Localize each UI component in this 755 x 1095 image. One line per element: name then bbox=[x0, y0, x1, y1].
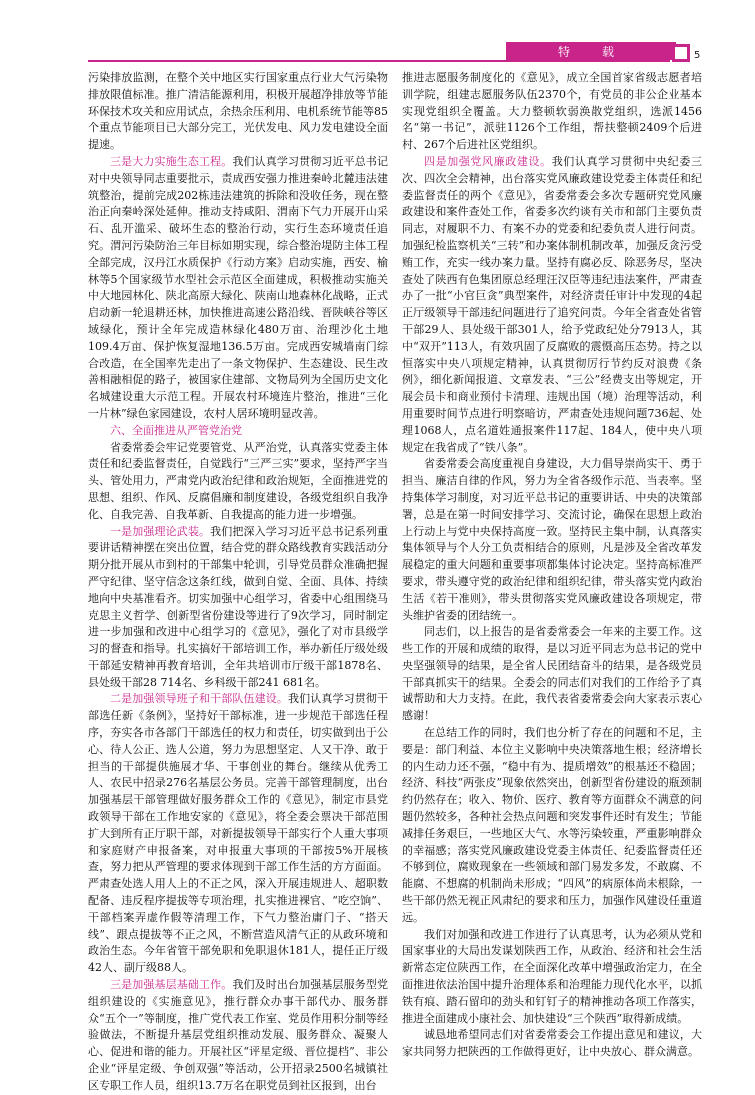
section-label: 特 载 bbox=[557, 44, 624, 59]
paragraph: 省委常委会高度重视自身建设，大力倡导崇尚实干、勇于担当、廉洁自律的作风，努力为全省各级作示范、当表率。坚持集体学习制度，对习近平总书记的重要讲话、中央的决策部署，总是在第一时间安排学习、交流讨论，确保在思想上政治上行动上与党中央保持高度一致。坚持民主集中制，认真落实集体领导与个人分工负责相结合的原则，凡是涉及全省改革发展稳定的重大问题和重要事项都集体讨论决定。坚持高标准严要求，带头遵守党的政治纪律和组织纪律，带头落实党内政治生活《若干准则》，带头贯彻落实党风廉政建设各项规定，带头维护省委的团结统一。 bbox=[402, 457, 702, 622]
paragraph: 在总结工作的同时，我们也分析了存在的问题和不足，主要是：部门利益、本位主义影响中央决策落地生根；经济增长的内生动力还不强，“稳中有为、提质增效”的根基还不稳固；经济、科技“两张皮”现象依然突出，创新型省份建设的瓶颈制约仍然存在；收入、物价、医疗、教育等方面群众不满意的问题仍然较多，各种社会热点问题和突发事件还时有发生；节能减排任务艰巨，一些地区大气、水等污染较重，严重影响群众的幸福感；落实党风廉政建设党委主体责任、纪委监督责任还不够到位，腐败现象在一些领域和部门易发多发，不敢腐、不能腐、不想腐的机制尚未形成；“四风”的病原体尚未根除，一些干部仍然无视正风肃纪的要求和压力，加强作风建设任重道远。 bbox=[402, 726, 702, 924]
paragraph: 污染排放监测，在整个关中地区实行国家重点行业大气污染物排放限值标准。推广清洁能源利用，积极开展超净排放等节能环保技术攻关和应用试点，余热余压利用、电机系统节能等85个重点节能项目已大部分完工，光伏发电、风力发电建设全面提速。 bbox=[88, 71, 388, 152]
paragraph: 推进志愿服务制度化的《意见》，成立全国首家省级志愿者培训学院，组建志愿服务队伍2370个，有党员的非公企业基本实现党组织全覆盖。大力整顿软弱涣散党组织，选派1456名“第一书记”，派驻1126个工作组，帮扶整顿2409个后进村、267个后进社区党组织。 bbox=[402, 71, 702, 152]
paragraph: 我们对加强和改进工作进行了认真思考，认为必须从党和国家事业的大局出发谋划陕西工作，从政治、经济和社会生活新常态定位陕西工作，在全面深化改革中增强政治定力，在全面推进依法治国中提升治理体系和治理能力现代化水平，以抓铁有痕、踏石留印的劲头和钉钉子的精神推动各项工作落实，推进全面建成小康社会、加快建设“三个陕西”取得新成绩。 bbox=[402, 927, 702, 1025]
section-title: 六、全面推进从严管党治党 bbox=[110, 423, 242, 437]
paragraph-lead: 三是加强基层基础工作。 bbox=[110, 978, 233, 992]
paragraph-text: 我们及时出台加强基层服务型党组织建设的《实施意见》，推行群众办事干部代办、服务群众“五个一”等制度，推广党代表工作室、党员作用积分制等经验做法，不断提升基层党组织推动发展、服务群众、凝聚人心、促进和谐的能力。开展社区“评星定级、晋位提档”、非公企业“评星定级、争创双强”等活动，公开招录2500名城镇社区专职工作人员，组织13.7万名在职党员到社区报到，出台 bbox=[88, 978, 388, 1092]
article-body bbox=[88, 70, 703, 1092]
paragraph bbox=[88, 524, 388, 692]
right-column bbox=[402, 70, 703, 1059]
page-header bbox=[0, 0, 755, 72]
paragraph-lead: 一是加强理论武装。 bbox=[110, 524, 211, 538]
paragraph: 同志们，以上报告的是省委常委会一年来的主要工作。这些工作的开展和成绩的取得，是以习近平同志为总书记的党中央坚强领导的结果，是全省人民团结奋斗的结果，是各级党员干部真抓实干的结果。全委会的同志们对我们的工作给予了真诚帮助和大力支持。在此，我代表省委常委会向大家表示衷心感谢！ bbox=[402, 625, 702, 723]
header-rule bbox=[88, 60, 670, 62]
paragraph: 省委常委会牢记党要管党、从严治党，认真落实党委主体责任和纪委监督责任，自觉践行“三严三实”要求，坚持严字当头、管处用力，严肃党内政治纪律和政治规矩，全面推进党的思想、组织、作风、反腐倡廉和制度建设，各级党组织自我净化、自我完善、自我革新、自我提高的能力进一步增强。 bbox=[88, 440, 388, 521]
paragraph-lead: 四是加强党风廉政建设。 bbox=[424, 154, 552, 168]
paragraph bbox=[88, 977, 388, 1095]
paragraph-text: 我们把深入学习习近平总书记系列重要讲话精神摆在突出位置，结合党的群众路线教育实践活动分期分批开展从市到村的干部集中轮训，引导党员群众准确把握严守纪律、坚守信念这条红线，做到自觉、全面、具体、持续地向中央基准看齐。切实加强中心组学习，省委中心组围绕马克思主义哲学、创新型省份建设等进行了9次学习，同时制定进一步加强和改进中心组学习的《意见》，强化了对市县级学习的督查和指导。扎实搞好干部培训工作，举办新任厅级处级干部延安精神再教育培训，全年共培训市厅级干部1878名、县处级干部28 714名、乡科级干部241 681名。 bbox=[88, 524, 388, 689]
paragraph-text: 我们认真学习贯彻中央纪委三次、四次全会精神，出台落实党风廉政建设党委主体责任和纪委监督责任的两个《意见》，省委常委会多次专题研究党风廉政建设和案件查处工作，省委多次约谈有关市和部门主要负责同志，对履职不力、有案不办的党委和纪委负责人进行问责。加强纪检监察机关“三转”和办案体制机制改革，加强反贪污受贿工作，充实一线办案力量。坚持有腐必反、除恶务尽，坚决查处了陕西有色集团原总经理汪汉臣等违纪违法案件，严肃查办了一批“小官巨贪”典型案件，对经济责任审计中发现的4起正厅级领导干部违纪问题进行了追究问责。今年全省查处省管干部29人、县处级干部301人，给予党政纪处分7913人，其中“双开”113人，有效巩固了反腐败的震慑高压态势。持之以恒落实中央八项规定精神，认真贯彻厉行节约反对浪费《条例》，细化新闻报道、文章发表、“三公”经费支出等规定，开展会员卡和商业预付卡清理、违规出国（境）治理等活动，利用重要时间节点进行明察暗访，严肃查处违规问题736起、处理1068人，点名道姓通报案件117起、184人，使中央八项规定在我省成了“铁八条”。 bbox=[402, 154, 703, 454]
paragraph bbox=[402, 154, 702, 456]
page-number-box bbox=[672, 44, 690, 62]
paragraph-text: 我们认真学习贯彻干部选任新《条例》，坚持好干部标准，进一步规范干部选任程序，夯实各市各部门干部选任的权力和责任，切实做到出于公心、待人公正、选人公道，努力为思想坚定、人又干净、敢于担当的干部提供施展才华、干事创业的舞台。继续从优秀工人、农民中招录276名基层公务员。完善干部管理制度，出台加强基层干部管理做好服务群众工作的《意见》，制定市县党政领导干部在工作地安家的《意见》，将全委会票决干部范围扩大到所有正厅职干部，对新提拔领导干部实行个人重大事项和家庭财产申报备案，对申报重大事项的干部按5%开展核查，努力把从严管理的要求体现到干部工作生活的方方面面。严肃查处选人用人上的不正之风，深入开展违规进人、超职数配备、违反程序提拔等专项治理，扎实推进裸官、“吃空饷”、干部档案弄虚作假等清理工作，下气力整治庸门子、“搭天线”、跟点提拔等不正之风，不断营造风清气正的从政环境和政治生态。今年省管干部免职和免职退休181人，提任正厅级42人、副厅级88人。 bbox=[88, 692, 388, 975]
paragraph-text: 我们认真学习贯彻习近平总书记对中央领导同志重要批示，责成西安强力推进秦岭北麓违法建筑整治，提前完成202栋违法建筑的拆除和没收任务，现在整治正向秦岭深处延伸。推动支持咸阳、渭南下气力开展开山采石、乱开滥采、破坏生态的整治行动，实行生态环境责任追究。渭河污染防治三年目标如期实现，综合整治堤防主体工程全部完成，汉丹江水质保护《行动方案》启动实施，西安、榆林等5个国家级节水型社会示范区全面建成，积极推动实施关中大地园林化、陕北高原大绿化、陕南山地森林化战略，正式启动新一轮退耕还林，加快推进高速公路沿线、晋陕峡谷等区域绿化，预计全年完成造林绿化480万亩、治理沙化土地109.4万亩、保护恢复湿地136.5万亩。完成西安城墙南门综合改造，在全国率先走出了一条文物保护、生态建设、民生改善相融相促的路子，被国家住建部、文物局列为全国历史文化名城建设重大示范工程。开展农村环境连片整治，推进“三化一片林”绿色家园建设，农村人居环境明显改善。 bbox=[88, 154, 388, 420]
page-number: 5 bbox=[694, 50, 701, 61]
section-label-band bbox=[506, 42, 676, 60]
paragraph bbox=[88, 691, 388, 977]
paragraph-lead: 二是加强领导班子和干部队伍建设。 bbox=[110, 692, 288, 706]
paragraph: 诚恳地希望同志们对省委常委会工作提出意见和建议，大家共同努力把陕西的工作做得更好，让中央放心、群众满意。 bbox=[402, 1028, 702, 1059]
paragraph-lead: 三是大力实施生态工程。 bbox=[110, 154, 233, 168]
paragraph bbox=[88, 154, 388, 423]
left-column bbox=[88, 70, 388, 1092]
